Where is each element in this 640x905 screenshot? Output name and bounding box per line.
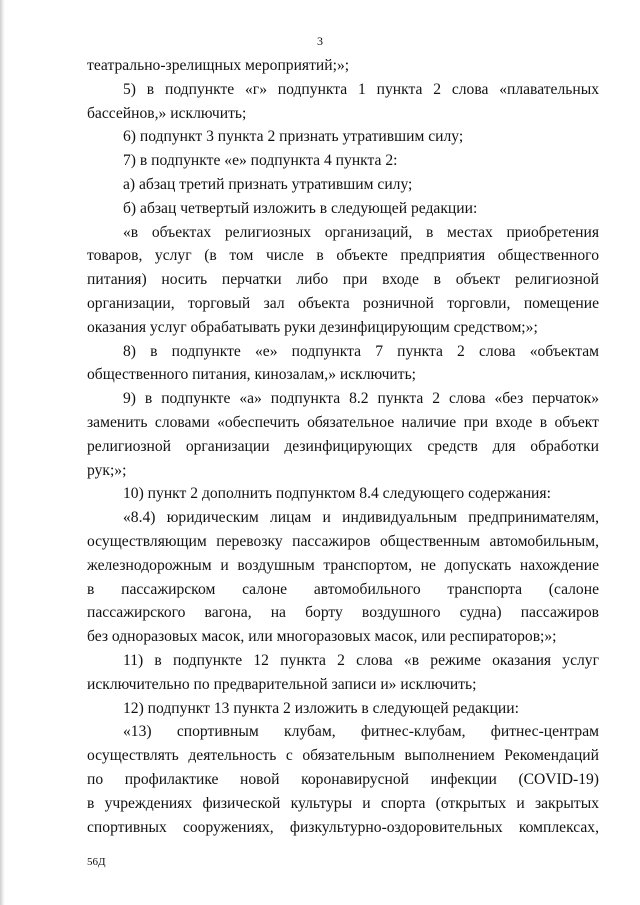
footer-code: 56Д bbox=[87, 856, 106, 868]
text-line: осуществлять деятельность с обязательным выполнением Рекомендаций bbox=[87, 747, 599, 765]
text-line: 10) пункт 2 дополнить подпунктом 8.4 следующего содержания: bbox=[123, 485, 551, 503]
text-line: общественного питания, кинозалам,» исключить; bbox=[87, 366, 417, 384]
text-line: «8.4) юридическим лицам и индивидуальным предпринимателям, bbox=[123, 509, 599, 527]
text-line: 8) в подпункте «е» подпункта 7 пункта 2 слова «объектам bbox=[123, 342, 599, 360]
text-line: 5) в подпункте «г» подпункта 1 пункта 2 слова «плавательных bbox=[123, 80, 599, 98]
text-line: железнодорожным и воздушным транспортом, не допускать нахождение bbox=[87, 556, 599, 574]
text-line: рук;»; bbox=[87, 461, 127, 479]
text-line: спортивных сооружениях, физкультурно-оздоровительных комплексах, bbox=[87, 818, 599, 836]
text-line: 9) в подпункте «а» подпункта 8.2 пункта 2 слова «без перчаток» bbox=[123, 390, 599, 408]
text-line: оказания услуг обрабатывать руки дезинфицирующим средством;»; bbox=[87, 318, 538, 336]
text-line: 12) подпункт 13 пункта 2 изложить в следующей редакции: bbox=[123, 699, 519, 717]
text-line: религиозной организации дезинфицирующих средств для обработки bbox=[87, 437, 599, 455]
text-line: пассажирского вагона, на борту воздушного судна) пассажиров bbox=[87, 604, 599, 622]
text-line: товаров, услуг (в том числе в объекте предприятия общественного bbox=[87, 247, 599, 265]
text-line: без одноразовых масок, или многоразовых масок, или респираторов;»; bbox=[87, 628, 557, 646]
text-line: а) абзац третий признать утратившим силу; bbox=[123, 175, 413, 193]
text-line: организации, торговый зал объекта розничной торговли, помещение bbox=[87, 294, 599, 312]
text-line: исключительно по предварительной записи и» исключить; bbox=[87, 675, 477, 693]
text-line: 11) в подпункте 12 пункта 2 слова «в режиме оказания услуг bbox=[123, 651, 599, 669]
text-line: 7) в подпункте «е» подпункта 4 пункта 2: bbox=[123, 152, 398, 170]
text-line: бассейнов,» исключить; bbox=[87, 104, 247, 122]
text-line: осуществляющим перевозку пассажиров общественным автомобильным, bbox=[87, 532, 599, 550]
text-line: б) абзац четвертый изложить в следующей редакции: bbox=[123, 199, 478, 217]
text-line: театрально-зрелищных мероприятий;»; bbox=[87, 57, 350, 74]
text-line: «в объектах религиозных организаций, в местах приобретения bbox=[123, 223, 599, 241]
text-line: питания) носить перчатки либо при входе в объект религиозной bbox=[87, 271, 599, 289]
text-line: в пассажирском салоне автомобильного транспорта (салоне bbox=[87, 580, 599, 598]
page-number: 3 bbox=[317, 34, 323, 48]
text-line: 6) подпункт 3 пункта 2 признать утратившим силу; bbox=[123, 128, 464, 146]
document-body bbox=[87, 54, 599, 839]
text-line: по профилактике новой коронавирусной инфекции (COVID-19) bbox=[87, 770, 599, 788]
text-line: в учреждениях физической культуры и спорта (открытых и закрытых bbox=[87, 794, 599, 812]
scan-edge bbox=[0, 0, 5, 905]
text-line: заменить словами «обеспечить обязательное наличие при входе в объект bbox=[87, 413, 599, 431]
text-line: «13) спортивным клубам, фитнес-клубам, фитнес-центрам bbox=[123, 723, 599, 741]
